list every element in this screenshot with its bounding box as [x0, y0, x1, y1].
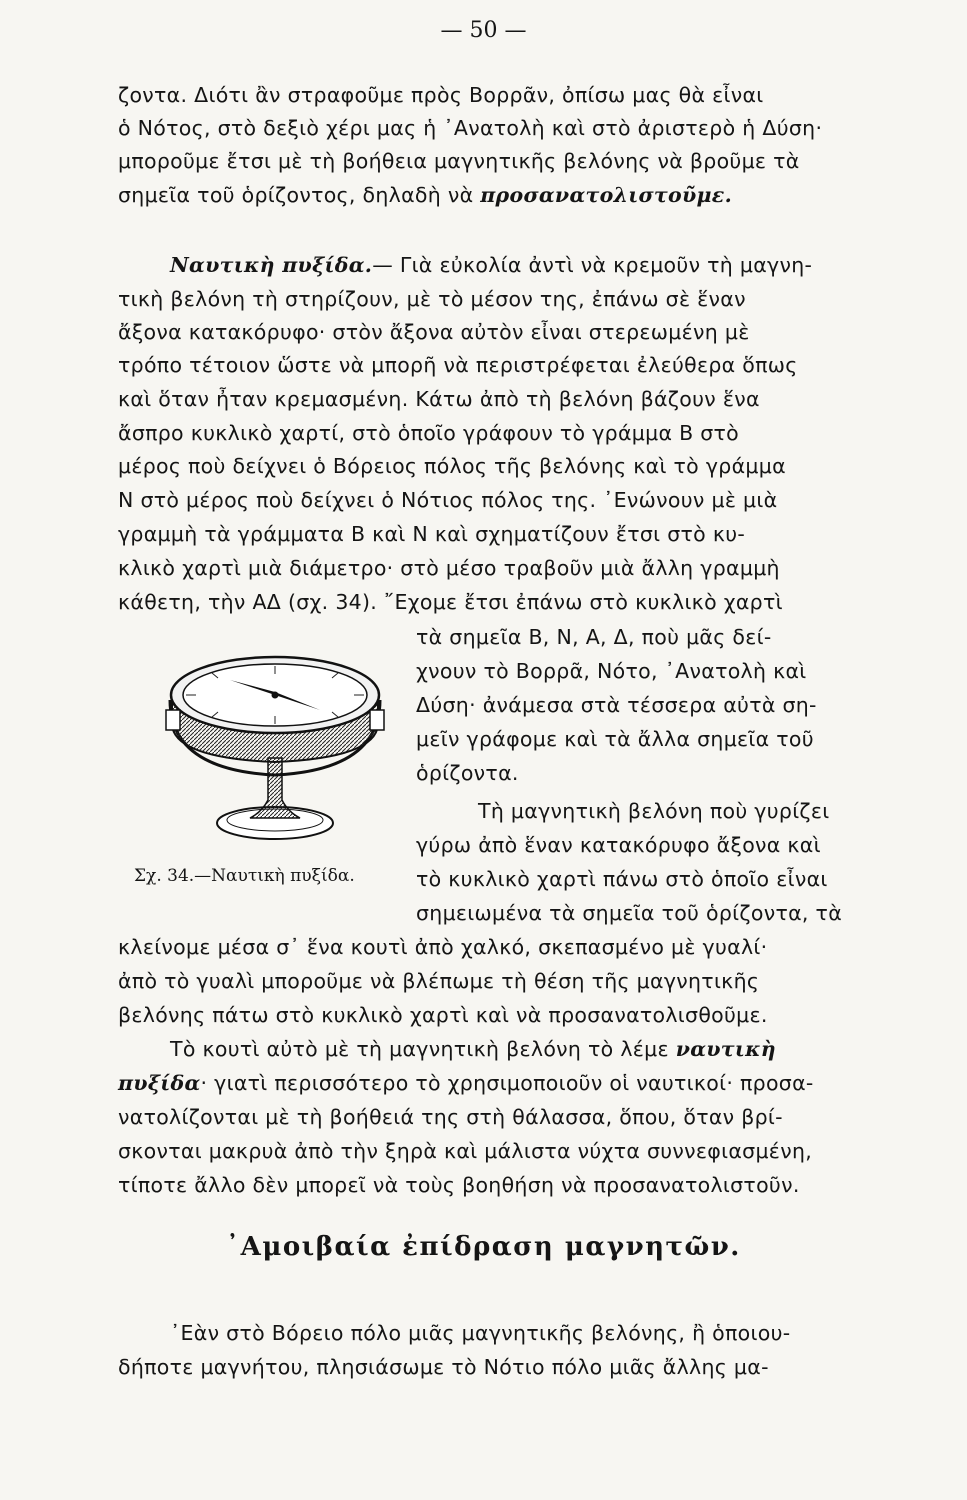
- text-line: καὶ ὅταν ἦταν κρεμασμένη. Κάτω ἀπὸ τὴ βελόνη βάζουν ἕνα: [118, 387, 760, 411]
- text-line: γύρω ἀπὸ ἕναν κατακόρυφο ἄξονα καὶ: [416, 833, 821, 857]
- figure-caption: Σχ. 34.—Ναυτικὴ πυξίδα.: [134, 866, 355, 886]
- text-line: [170, 250, 926, 280]
- text-line: κάθετη, τὴν ΑΔ (σχ. 34). ῎Εχομε ἔτσι ἐπάνω στὸ κυκλικὸ χαρτὶ: [118, 590, 783, 614]
- page-number: — 50 —: [440, 18, 527, 43]
- emphasis-term: ναυτικὴ: [675, 1037, 776, 1061]
- text-line: μέρος ποὺ δείχνει ὁ Βόρειος πόλος τῆς βελόνης καὶ τὸ γράμμα: [118, 454, 786, 478]
- text-line: κλικὸ χαρτὶ μιὰ διάμετρο· στὸ μέσο τραβοῦν μιὰ ἄλλη γραμμὴ: [118, 556, 780, 580]
- text-line: ὁρίζοντα.: [416, 761, 519, 785]
- text-line: τικὴ βελόνη τὴ στηρίζουν, μὲ τὸ μέσον της, ἐπάνω σὲ ἕναν: [118, 287, 746, 311]
- subsection-heading: Ναυτικὴ πυξίδα.: [170, 253, 373, 277]
- text-line: τρόπο τέτοιον ὥστε νὰ μπορῆ νὰ περιστρέφεται ἐλεύθερα ὅπως: [118, 353, 798, 377]
- text-line: χνουν τὸ Βορρᾶ, Νότο, ᾽Ανατολὴ καὶ: [416, 659, 807, 683]
- compass-illustration: [150, 640, 400, 860]
- text-line: σημειωμένα τὰ σημεῖα τοῦ ὁρίζοντα, τὰ: [416, 901, 843, 925]
- emphasis-term: πυξίδα: [118, 1071, 201, 1095]
- text-line: Τὴ μαγνητικὴ βελόνη ποὺ γυρίζει: [478, 799, 830, 823]
- text-line: κλείνομε μέσα σ᾽ ἕνα κουτὶ ἀπὸ χαλκό, σκεπασμένο μὲ γυαλί·: [118, 935, 768, 959]
- text-run: — Γιὰ εὐκολία ἀντὶ νὰ κρεμοῦν τὴ μαγνη-: [372, 253, 813, 277]
- text-line: σκονται μακρυὰ ἀπὸ τὴν ξηρὰ καὶ μάλιστα νύχτα συννεφιασμένη,: [118, 1139, 813, 1163]
- text-run: · γιατὶ περισσότερο τὸ χρησιμοποιοῦν οἱ ναυτικοί· προσα-: [200, 1071, 814, 1095]
- text-line: τὰ σημεῖα Β, Ν, Α, Δ, ποὺ μᾶς δεί-: [416, 625, 772, 649]
- text-line: ἄσπρο κυκλικὸ χαρτί, στὸ ὁποῖο γράφουν τὸ γράμμα Β στὸ: [118, 421, 740, 445]
- text-line: βελόνης πάτω στὸ κυκλικὸ χαρτὶ καὶ νὰ προσανατολισθοῦμε.: [118, 1003, 768, 1027]
- text-line: [170, 1034, 926, 1064]
- text-line: τὸ κυκλικὸ χαρτὶ πάνω στὸ ὁποῖο εἶναι: [416, 867, 828, 891]
- text-line: Ν στὸ μέρος ποὺ δείχνει ὁ Νότιος πόλος της. ᾽Ενώνουν μὲ μιὰ: [118, 488, 778, 512]
- text-line: [118, 1068, 926, 1098]
- text-line: μποροῦμε ἔτσι μὲ τὴ βοήθεια μαγνητικῆς βελόνης νὰ βροῦμε τὰ: [118, 149, 800, 173]
- text-line: τίποτε ἄλλο δὲν μπορεῖ νὰ τοὺς βοηθήση νὰ προσανατολιστοῦν.: [118, 1173, 800, 1197]
- text-run: Τὸ κουτὶ αὐτὸ μὲ τὴ μαγνητικὴ βελόνη τὸ λέμε: [170, 1037, 676, 1061]
- text-line: δήποτε μαγνήτου, πλησιάσωμε τὸ Νότιο πόλο μιᾶς ἄλλης μα-: [118, 1355, 769, 1379]
- emphasis-term: προσανατολιστοῦμε.: [480, 183, 733, 207]
- text-line: [118, 180, 926, 210]
- text-line: γραμμὴ τὰ γράμματα Β καὶ Ν καὶ σχηματίζουν ἔτσι στὸ κυ-: [118, 522, 746, 546]
- text-line: ᾽Εὰν στὸ Βόρειο πόλο μιᾶς μαγνητικῆς βελόνης, ἢ ὁποιου-: [170, 1321, 791, 1345]
- text-line: νατολίζονται μὲ τὴ βοήθειά της στὴ θάλασσα, ὅπου, ὅταν βρί-: [118, 1105, 783, 1129]
- section-heading: ᾽Αμοιβαία ἐπίδραση μαγνητῶν.: [226, 1232, 741, 1262]
- text-line: ὁ Νότος, στὸ δεξιὸ χέρι μας ἡ ᾽Ανατολὴ καὶ στὸ ἀριστερὸ ἡ Δύση·: [118, 116, 823, 140]
- text-line: ζοντα. Διότι ἂν στραφοῦμε πρὸς Βορρᾶν, ὀπίσω μας θὰ εἶναι: [118, 83, 764, 107]
- text-line: ἀπὸ τὸ γυαλὶ μποροῦμε νὰ βλέπωμε τὴ θέση τῆς μαγνητικῆς: [118, 969, 760, 993]
- text-line: ἄξονα κατακόρυφο· στὸν ἄξονα αὐτὸν εἶναι στερεωμένη μὲ: [118, 320, 750, 344]
- text-line: Δύση· ἀνάμεσα στὰ τέσσερα αὐτὰ ση-: [416, 693, 817, 717]
- text-run: σημεῖα τοῦ ὁρίζοντος, δηλαδὴ νὰ: [118, 183, 481, 207]
- text-line: μεῖν γράφομε καὶ τὰ ἄλλα σημεῖα τοῦ: [416, 727, 814, 751]
